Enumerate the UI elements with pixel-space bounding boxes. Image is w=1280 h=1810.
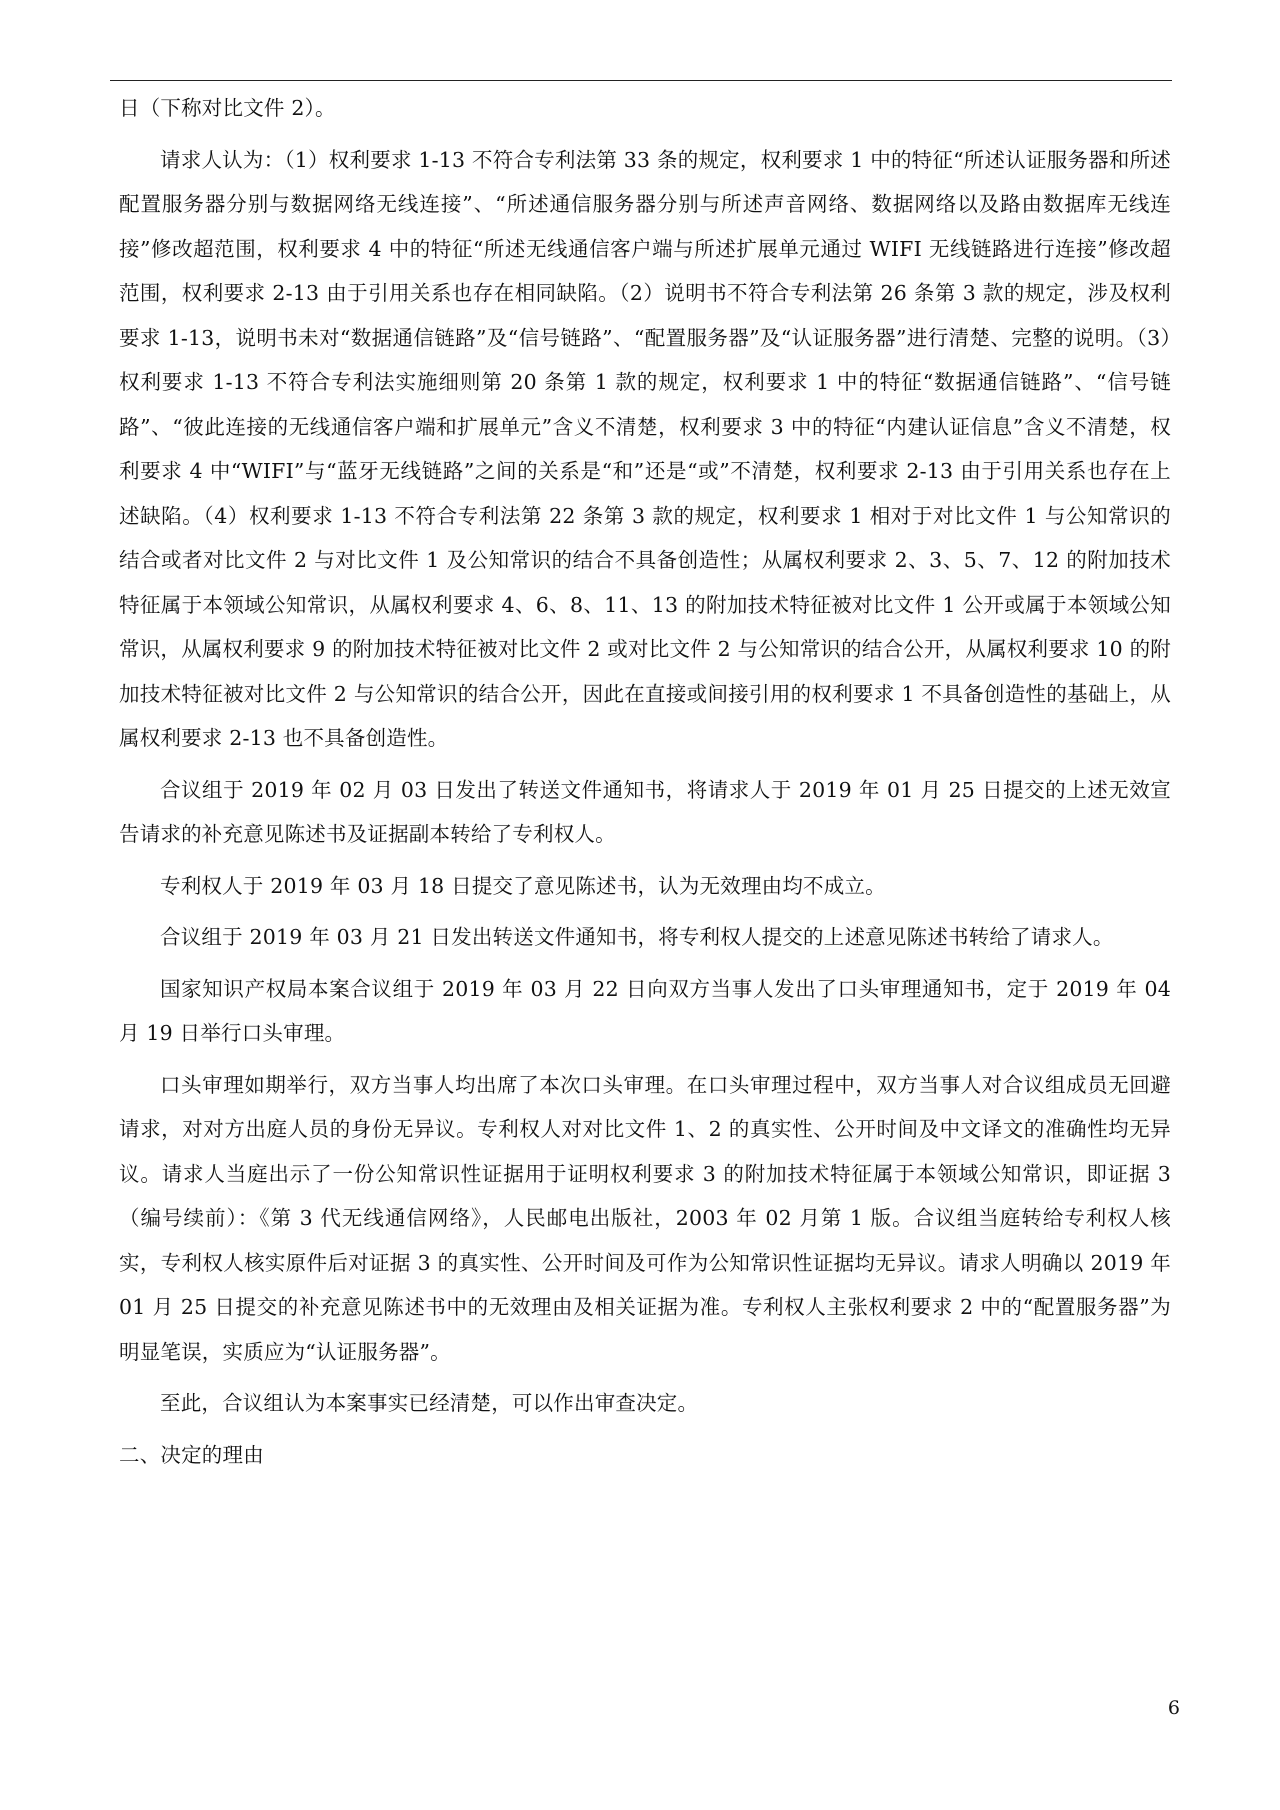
header-rule xyxy=(110,80,1172,81)
paragraph-oral-hearing-notice: 国家知识产权局本案合议组于 2019 年 03 月 22 日向双方当事人发出了口头审理通知书，定于 2019 年 04 月 19 日举行口头审理。 xyxy=(119,976,1171,1045)
paragraph-oral-hearing: 口头审理如期举行，双方当事人均出席了本次口头审理。在口头审理过程中，双方当事人对合议组成员无回避请求，对对方出庭人员的身份无异议。专利权人对对比文件 1、2 的真实性、公开时间及中文译文的准确性均无异议。请求人当庭出示了一份公知常识性证据用于证明权利要求 3 的附加技术特征属于本领域公知常识，即证据 3（编号续前）：《第 3 代无线通信网络》，人民邮电出版社，2003 年 02 月第 1 版。合议组当庭转给专利权人核实，专利权人核实原件后对证据 3 的真实性、公开时间及可作为公知常识性证据均无异议。请求人明确以 2019 年 01 月 25 日提交的补充意见陈述书中的无效理由及相关证据为准。专利权人主张权利要求 2 中的“配置服务器”为明显笔误，实质应为“认证服务器”。 xyxy=(119,1072,1171,1364)
paragraph-transfer-notice-2: 合议组于 2019 年 03 月 21 日发出转送文件通知书，将专利权人提交的上述意见陈述书转给了请求人。 xyxy=(160,925,1114,949)
paragraph-continuation: 日（下称对比文件 2）。 xyxy=(119,96,336,120)
paragraph-requester-grounds: 请求人认为：（1）权利要求 1-13 不符合专利法第 33 条的规定，权利要求 1 中的特征“所述认证服务器和所述配置服务器分别与数据网络无线连接”、“所述通信服务器分别与所述声音网络、数据网络以及路由数据库无线连接”修改超范围，权利要求 4 中的特征“所述无线通信客户端与所述扩展单元通过 WIFI 无线链路进行连接”修改超范围，权利要求 2-13 由于引用关系也存在相同缺陷。（2）说明书不符合专利法第 26 条第 3 款的规定，涉及权利要求 1-13，说明书未对“数据通信链路”及“信号链路”、“配置服务器”及“认证服务器”进行清楚、完整的说明。（3）权利要求 1-13 不符合专利法实施细则第 20 条第 1 款的规定，权利要求 1 中的特征“数据通信链路”、“信号链路”、“彼此连接的无线通信客户端和扩展单元”含义不清楚，权利要求 3 中的特征“内建认证信息”含义不清楚，权利要求 4 中“WIFI”与“蓝牙无线链路”之间的关系是“和”还是“或”不清楚，权利要求 2-13 由于引用关系也存在上述缺陷。（4）权利要求 1-13 不符合专利法第 22 条第 3 款的规定，权利要求 1 相对于对比文件 1 与公知常识的结合或者对比文件 2 与对比文件 1 及公知常识的结合不具备创造性；从属权利要求 2、3、5、7、12 的附加技术特征属于本领域公知常识，从属权利要求 4、6、8、11、13 的附加技术特征被对比文件 1 公开或属于本领域公知常识，从属权利要求 9 的附加技术特征被对比文件 2 或对比文件 2 与公知常识的结合公开，从属权利要求 10 的附加技术特征被对比文件 2 与公知常识的结合公开，因此在直接或间接引用的权利要求 1 不具备创造性的基础上，从属权利要求 2-13 也不具备创造性。 xyxy=(119,147,1171,750)
paragraph-transfer-notice-1: 合议组于 2019 年 02 月 03 日发出了转送文件通知书，将请求人于 2019 年 01 月 25 日提交的上述无效宣告请求的补充意见陈述书及证据副本转给了专利权人。 xyxy=(119,777,1171,846)
section-heading-reasons: 二、决定的理由 xyxy=(119,1442,264,1467)
page-number: 6 xyxy=(1167,1697,1180,1719)
document-body xyxy=(119,86,1171,1484)
paragraph-patentee-response: 专利权人于 2019 年 03 月 18 日提交了意见陈述书，认为无效理由均不成立。 xyxy=(160,873,886,898)
paragraph-conclusion: 至此，合议组认为本案事实已经清楚，可以作出审查决定。 xyxy=(160,1391,699,1415)
